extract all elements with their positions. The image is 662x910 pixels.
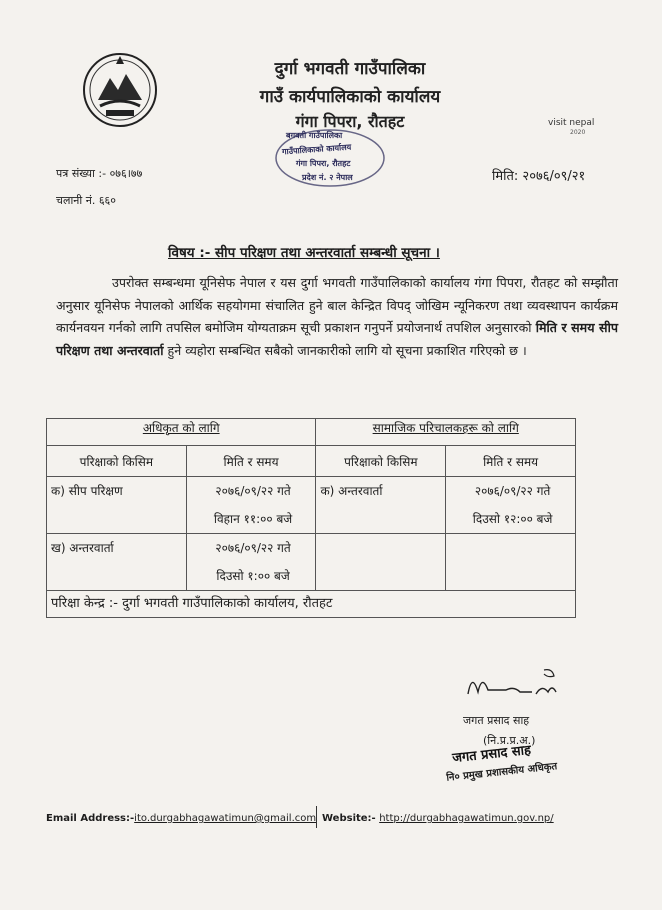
chalani-number: चलानी नं. ६६० [56,194,117,207]
row1-right-date: २०७६/०९/२२ गते दिउसो १२:०० बजे [446,477,576,534]
website-link[interactable]: http://durgabhagawatimun.gov.np/ [379,813,554,824]
visit-nepal-logo [548,110,628,140]
signature-mark [462,664,562,704]
stamp-line-2: गाउँपालिकाको कार्यालय [281,142,352,157]
body-text-2: हुने व्यहोरा सम्बन्धित सबैको जानकारीको लागि यो सूचना प्रकाशित गरिएको छ । [167,342,527,358]
body-bold-text: मिति र समय सीप परिक्षण तथा अन्तरवार्ता [56,320,618,358]
row1-right-type: क) अन्तरवार्ता [316,477,446,534]
col-header-type-left: परिक्षाको किसिम [47,446,187,477]
signatory-title: (नि.प्र.प्र.अ.) [483,734,536,747]
footer-email: Email Address:-ito.durgabhagawatimun@gmail.com [46,813,317,824]
office-address: गंगा पिपरा, रौतहट [295,112,405,131]
row1-left-type: क) सीप परिक्षण [47,477,187,534]
visit-nepal-text: visit nepal [548,118,595,128]
col-header-date-left: मिति र समय [186,446,316,477]
group-header-officer: अधिकृत को लागि [47,419,316,446]
signature-stamp-name: जगत प्रसाद साह [451,742,532,767]
signature-stamp-title: नि० प्रमुख प्रशासकीय अधिकृत [445,761,558,784]
footer-separator [316,806,317,828]
subject-line: विषय :- सीप परिक्षण तथा अन्तरवार्ता सम्बन्धी सूचना । [168,245,440,261]
stamp-line-4: प्रदेश नं. २ नेपाल [302,173,353,182]
email-link[interactable]: ito.durgabhagawatimun@gmail.com [134,813,317,824]
schedule-table [46,418,576,618]
org-name: दुर्गा भगवती गाउँपालिका [274,59,426,79]
office-name: गाउँ कार्यपालिकाको कार्यालय [259,87,441,107]
exam-center: परिक्षा केन्द्र :- दुर्गा भगवती गाउँपालिकाको कार्यालय, रौतहट [47,591,576,618]
office-stamp [268,126,402,194]
body-text-1: उपरोक्त सम्बन्धमा यूनिसेफ नेपाल र यस दुर्गा भगवती गाउँपालिकाको कार्यालय गंगा पिपरा, रौतहट को सम्झौता अनुसार यूनिसेफ नेपालको आर्थिक सहयोगमा संचालित हुने बाल केन्द्रित विपद् जोखिम न्यूनिकरण तथा व्यवस्थापन कार्यक्रम कार्यनवयन गर्नको लागि तपसिल बमोजिम योग्यताक्रम सूची प्रकाशन गनुपर्ने प्रयोजनार्थ तपशिल अनुसारको [56,275,618,335]
body-paragraph [56,272,618,362]
stamp-line-3: गंगा पिपरा, रौतहट [296,159,351,168]
group-header-mobilizer: सामाजिक परिचालकहरू को लागि [316,419,576,446]
patra-sankhya: पत्र संख्या :- ०७६।७७ [56,167,143,180]
table-row [47,534,576,591]
visit-nepal-year: 2020 [570,129,586,136]
row1-left-date: २०७६/०९/२२ गते विहान ११:०० बजे [186,477,316,534]
row2-left-date: २०७६/०९/२२ गते दिउसो १:०० बजे [186,534,316,591]
letter-date: मिति: २०७६/०९/२१ [492,169,586,184]
row2-left-type: ख) अन्तरवार्ता [47,534,187,591]
col-header-type-right: परिक्षाको किसिम [316,446,446,477]
table-row [47,477,576,534]
col-header-date-right: मिति र समय [446,446,576,477]
footer-website: Website:- http://durgabhagawatimun.gov.np/ [322,813,554,824]
nepal-emblem-icon [80,50,160,130]
signatory-name: जगत प्रसाद साह [463,714,530,727]
stamp-line-1: बगवती गाउँपालिका [286,131,343,140]
row2-right-type [316,534,446,591]
row2-right-date [446,534,576,591]
